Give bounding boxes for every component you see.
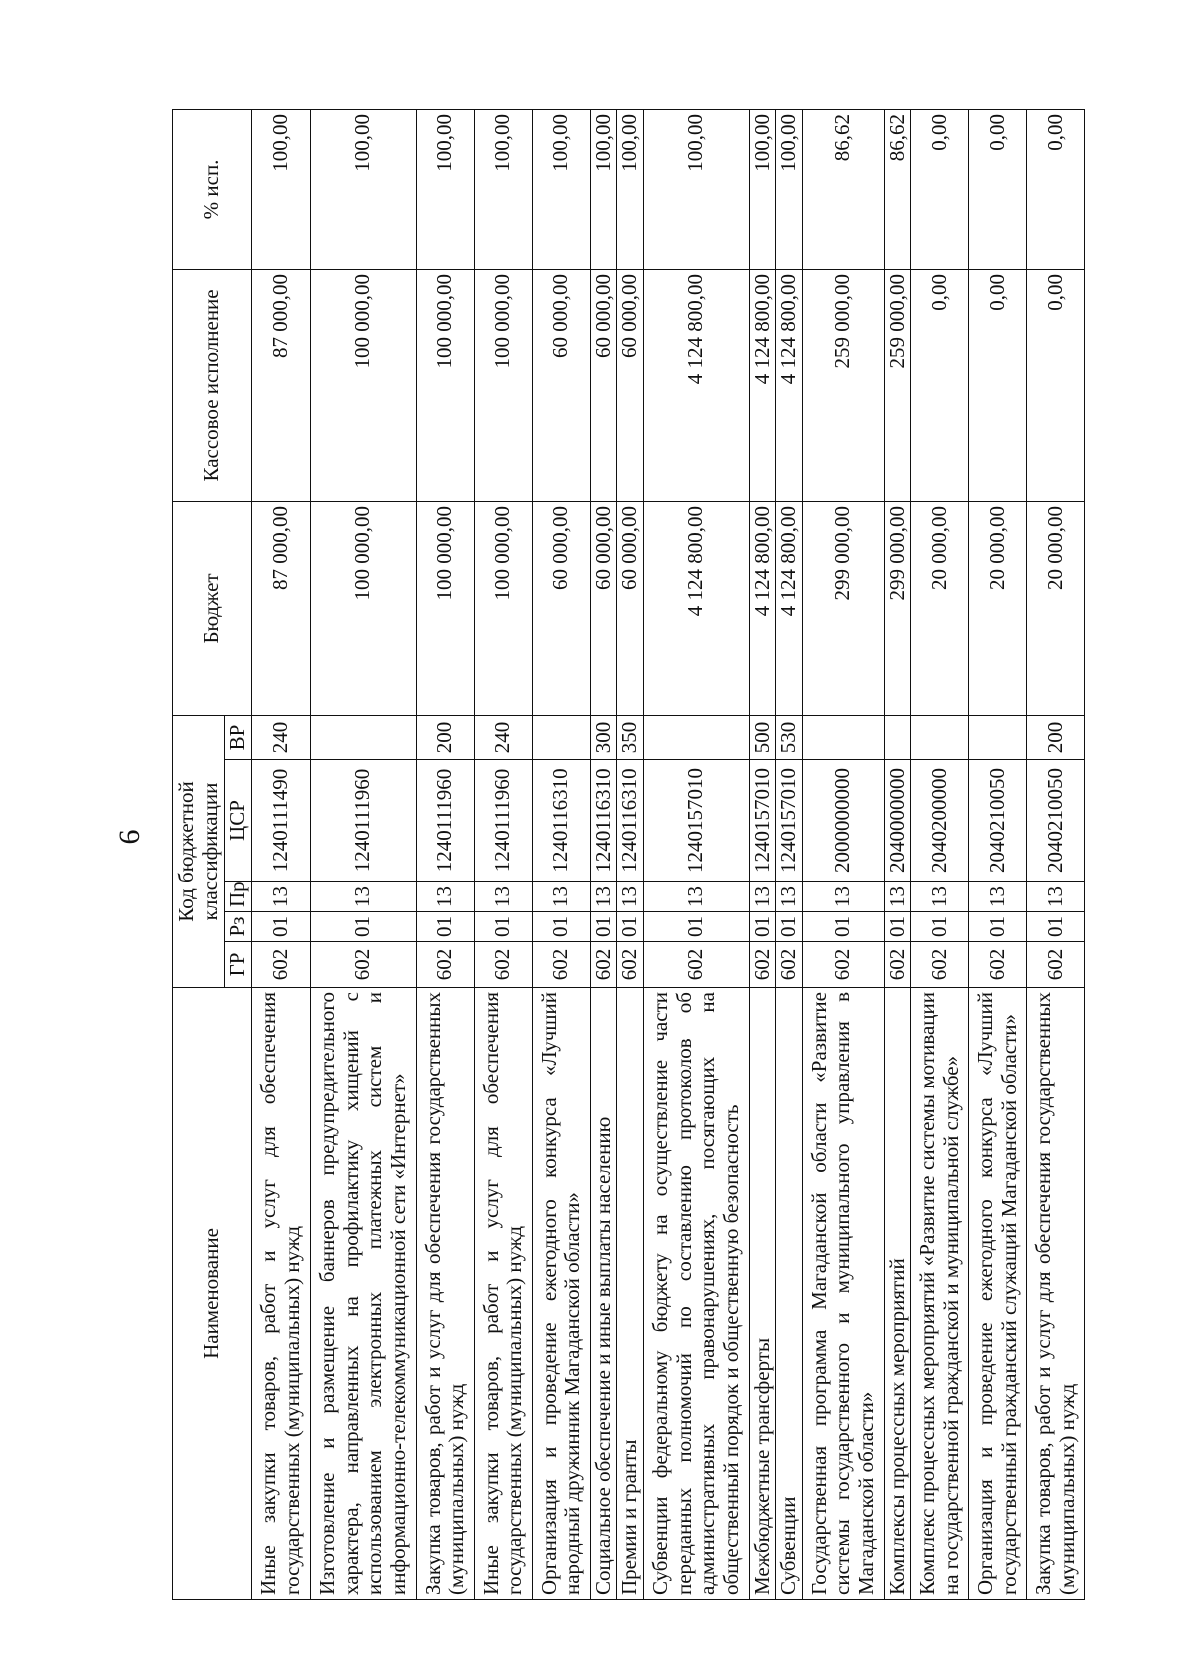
row-cash-cell: 259 000,00 <box>802 269 884 501</box>
row-cash-cell: 259 000,00 <box>884 269 911 501</box>
row-percent-cell: 100,00 <box>617 109 644 269</box>
header-pr: Пр <box>225 882 252 912</box>
row-vr-cell <box>911 715 969 759</box>
row-vr-cell <box>969 715 1027 759</box>
row-name-cell: Организация и проведение ежегодного конкурса «Лучший народный дружинник Магаданской области» <box>532 988 590 1600</box>
page-number: 6 <box>113 829 146 845</box>
row-pr-cell: 13 <box>310 882 416 912</box>
row-csr-cell: 1240111960 <box>416 760 474 882</box>
row-vr-cell: 350 <box>617 715 644 759</box>
table-row <box>617 109 644 1599</box>
table-row <box>251 109 310 1599</box>
row-name-cell: Иные закупки товаров, работ и услуг для обеспечения государственных (муниципальных) нужд <box>251 988 310 1600</box>
row-gr-cell: 602 <box>310 942 416 988</box>
row-rz-cell: 01 <box>251 912 310 942</box>
row-budget-cell: 87 000,00 <box>251 501 310 715</box>
row-vr-cell <box>884 715 911 759</box>
row-budget-cell: 4 124 800,00 <box>749 501 776 715</box>
row-rz-cell: 01 <box>474 912 532 942</box>
row-name-cell: Организация и проведение ежегодного конкурса «Лучший государственный гражданский служащий Магаданской области» <box>969 988 1027 1600</box>
row-name-cell: Комплекс процессных мероприятий «Развитие системы мотивации на государственной гражданской и муниципальной службе» <box>911 988 969 1600</box>
row-gr-cell: 602 <box>643 942 749 988</box>
row-percent-cell: 100,00 <box>590 109 617 269</box>
row-percent-cell: 0,00 <box>969 109 1027 269</box>
header-vr: ВР <box>225 715 252 759</box>
row-rz-cell: 01 <box>884 912 911 942</box>
row-gr-cell: 602 <box>532 942 590 988</box>
row-vr-cell <box>310 715 416 759</box>
row-budget-cell: 100 000,00 <box>310 501 416 715</box>
row-cash-cell: 4 124 800,00 <box>749 269 776 501</box>
row-pr-cell: 13 <box>884 882 911 912</box>
row-percent-cell: 100,00 <box>416 109 474 269</box>
row-csr-cell: 2040200000 <box>911 760 969 882</box>
row-name-cell: Государственная программа Магаданской области «Развитие системы государственного и муниципального управления в Магаданской области» <box>802 988 884 1600</box>
table-row <box>911 109 969 1599</box>
row-pr-cell: 13 <box>1027 882 1085 912</box>
row-gr-cell: 602 <box>590 942 617 988</box>
row-name-cell: Межбюджетные трансферты <box>749 988 776 1600</box>
header-rz: Рз <box>225 912 252 942</box>
row-budget-cell: 60 000,00 <box>532 501 590 715</box>
row-pr-cell: 13 <box>532 882 590 912</box>
header-cash: Кассовое исполнение <box>173 269 252 501</box>
row-cash-cell: 60 000,00 <box>590 269 617 501</box>
row-pr-cell: 13 <box>643 882 749 912</box>
row-csr-cell: 1240116310 <box>617 760 644 882</box>
row-rz-cell: 01 <box>416 912 474 942</box>
budget-execution-table <box>172 109 1085 1600</box>
row-percent-cell: 100,00 <box>776 109 803 269</box>
row-percent-cell: 100,00 <box>251 109 310 269</box>
row-cash-cell: 4 124 800,00 <box>643 269 749 501</box>
row-csr-cell: 2000000000 <box>802 760 884 882</box>
table-row <box>802 109 884 1599</box>
row-rz-cell: 01 <box>802 912 884 942</box>
row-cash-cell: 60 000,00 <box>617 269 644 501</box>
row-pr-cell: 13 <box>802 882 884 912</box>
row-cash-cell: 4 124 800,00 <box>776 269 803 501</box>
row-vr-cell <box>802 715 884 759</box>
row-percent-cell: 86,62 <box>884 109 911 269</box>
row-vr-cell: 200 <box>416 715 474 759</box>
row-budget-cell: 100 000,00 <box>416 501 474 715</box>
table-row <box>749 109 776 1599</box>
row-percent-cell: 86,62 <box>802 109 884 269</box>
table-row <box>776 109 803 1599</box>
table-row <box>1027 109 1085 1599</box>
table-row <box>969 109 1027 1599</box>
row-cash-cell: 100 000,00 <box>474 269 532 501</box>
row-budget-cell: 100 000,00 <box>474 501 532 715</box>
row-name-cell: Субвенции федеральному бюджету на осуществление части переданных полномочий по составлению протоколов об административных правонарушениях, посягающих на общественный порядок и общественную безопасность <box>643 988 749 1600</box>
row-csr-cell: 1240157010 <box>643 760 749 882</box>
row-gr-cell: 602 <box>617 942 644 988</box>
row-vr-cell <box>532 715 590 759</box>
row-rz-cell: 01 <box>1027 912 1085 942</box>
row-pr-cell: 13 <box>749 882 776 912</box>
row-pr-cell: 13 <box>969 882 1027 912</box>
rotated-table-container <box>172 110 1079 1600</box>
row-gr-cell: 602 <box>911 942 969 988</box>
row-budget-cell: 20 000,00 <box>911 501 969 715</box>
row-vr-cell <box>643 715 749 759</box>
row-csr-cell: 2040210050 <box>1027 760 1085 882</box>
row-cash-cell: 0,00 <box>969 269 1027 501</box>
table-row <box>590 109 617 1599</box>
row-percent-cell: 0,00 <box>1027 109 1085 269</box>
row-name-cell: Социальное обеспечение и иные выплаты населению <box>590 988 617 1600</box>
row-rz-cell: 01 <box>643 912 749 942</box>
row-csr-cell: 1240157010 <box>776 760 803 882</box>
row-pr-cell: 13 <box>251 882 310 912</box>
row-gr-cell: 602 <box>884 942 911 988</box>
row-csr-cell: 1240157010 <box>749 760 776 882</box>
row-gr-cell: 602 <box>416 942 474 988</box>
row-gr-cell: 602 <box>776 942 803 988</box>
row-budget-cell: 4 124 800,00 <box>776 501 803 715</box>
row-budget-cell: 60 000,00 <box>617 501 644 715</box>
row-pr-cell: 13 <box>590 882 617 912</box>
table-row <box>532 109 590 1599</box>
row-rz-cell: 01 <box>911 912 969 942</box>
row-percent-cell: 100,00 <box>532 109 590 269</box>
row-name-cell: Субвенции <box>776 988 803 1600</box>
row-csr-cell: 1240111960 <box>310 760 416 882</box>
row-pr-cell: 13 <box>617 882 644 912</box>
header-code-group: Код бюджетной классификации <box>173 715 225 987</box>
row-percent-cell: 0,00 <box>911 109 969 269</box>
row-rz-cell: 01 <box>776 912 803 942</box>
row-vr-cell: 530 <box>776 715 803 759</box>
row-budget-cell: 299 000,00 <box>884 501 911 715</box>
row-gr-cell: 602 <box>251 942 310 988</box>
row-cash-cell: 100 000,00 <box>416 269 474 501</box>
row-rz-cell: 01 <box>969 912 1027 942</box>
row-cash-cell: 87 000,00 <box>251 269 310 501</box>
row-percent-cell: 100,00 <box>474 109 532 269</box>
row-name-cell: Закупка товаров, работ и услуг для обеспечения государственных (муниципальных) нужд <box>416 988 474 1600</box>
row-gr-cell: 602 <box>802 942 884 988</box>
row-csr-cell: 1240116310 <box>590 760 617 882</box>
row-rz-cell: 01 <box>532 912 590 942</box>
row-pr-cell: 13 <box>776 882 803 912</box>
row-name-cell: Комплексы процессных мероприятий <box>884 988 911 1600</box>
row-csr-cell: 2040000000 <box>884 760 911 882</box>
row-name-cell: Премии и гранты <box>617 988 644 1600</box>
row-gr-cell: 602 <box>749 942 776 988</box>
row-budget-cell: 4 124 800,00 <box>643 501 749 715</box>
table-row <box>643 109 749 1599</box>
row-gr-cell: 602 <box>474 942 532 988</box>
table-body <box>251 109 1085 1599</box>
row-budget-cell: 60 000,00 <box>590 501 617 715</box>
header-csr: ЦСР <box>225 760 252 882</box>
row-name-cell: Изготовление и размещение баннеров предупредительного характера, направленных на профилактику хищений с использованием электронных платежных систем и информационно-телекоммуникационной сети «Интернет» <box>310 988 416 1600</box>
row-rz-cell: 01 <box>310 912 416 942</box>
row-budget-cell: 20 000,00 <box>1027 501 1085 715</box>
row-csr-cell: 1240111960 <box>474 760 532 882</box>
row-vr-cell: 300 <box>590 715 617 759</box>
row-rz-cell: 01 <box>590 912 617 942</box>
header-percent: % исп. <box>173 109 252 269</box>
row-cash-cell: 60 000,00 <box>532 269 590 501</box>
row-pr-cell: 13 <box>911 882 969 912</box>
row-csr-cell: 1240116310 <box>532 760 590 882</box>
row-budget-cell: 299 000,00 <box>802 501 884 715</box>
row-pr-cell: 13 <box>474 882 532 912</box>
row-percent-cell: 100,00 <box>749 109 776 269</box>
row-rz-cell: 01 <box>749 912 776 942</box>
table-row <box>416 109 474 1599</box>
table-row <box>884 109 911 1599</box>
row-cash-cell: 100 000,00 <box>310 269 416 501</box>
table-row <box>310 109 416 1599</box>
table-row <box>474 109 532 1599</box>
row-budget-cell: 20 000,00 <box>969 501 1027 715</box>
row-vr-cell: 500 <box>749 715 776 759</box>
row-cash-cell: 0,00 <box>1027 269 1085 501</box>
row-vr-cell: 200 <box>1027 715 1085 759</box>
row-vr-cell: 240 <box>251 715 310 759</box>
row-pr-cell: 13 <box>416 882 474 912</box>
row-csr-cell: 1240111490 <box>251 760 310 882</box>
row-name-cell: Иные закупки товаров, работ и услуг для обеспечения государственных (муниципальных) нужд <box>474 988 532 1600</box>
row-gr-cell: 602 <box>1027 942 1085 988</box>
row-percent-cell: 100,00 <box>643 109 749 269</box>
header-name: Наименование <box>173 988 252 1600</box>
row-rz-cell: 01 <box>617 912 644 942</box>
row-vr-cell: 240 <box>474 715 532 759</box>
row-name-cell: Закупка товаров, работ и услуг для обеспечения государственных (муниципальных) нужд <box>1027 988 1085 1600</box>
header-gr: ГР <box>225 942 252 988</box>
header-budget: Бюджет <box>173 501 252 715</box>
row-gr-cell: 602 <box>969 942 1027 988</box>
row-percent-cell: 100,00 <box>310 109 416 269</box>
row-cash-cell: 0,00 <box>911 269 969 501</box>
row-csr-cell: 2040210050 <box>969 760 1027 882</box>
